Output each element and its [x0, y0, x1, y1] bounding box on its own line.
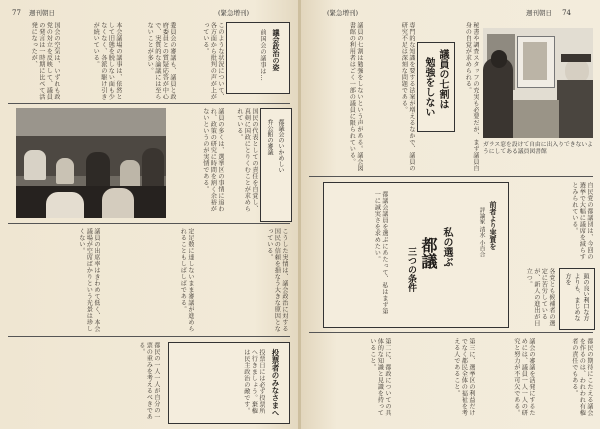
right-rule-2	[309, 332, 593, 333]
left-mini-box	[260, 108, 292, 222]
left-issue-note: (緊急増刊)	[218, 9, 250, 17]
right-photo-caption: ガラス窓を設けて自由に出入りできないようにしてある議員図書館	[483, 142, 593, 155]
feature-title-2: 都議	[419, 237, 438, 269]
left-mid-column-1: 議員の多くは、選挙区の事情に追われ、政策の研究に時間を割く余裕がないというのが実情である。	[201, 108, 224, 212]
right-page-number: 74	[562, 9, 571, 17]
right-top-column-1: 議員の七割は勉強をしないという声がある。議会図書館の利用者はごく一部の議員に限られている。	[348, 22, 363, 172]
feature-byline: 評論家 清水 小百合	[478, 207, 484, 258]
right-side-box-text: 頭の良い利口な方よりも、まじめな方を	[564, 273, 589, 321]
feature-box	[323, 182, 509, 328]
left-top-column-1: 国会の空気は、いずれも政党の対立を反映して、議員の発言は一時期に比べて活発になったが、	[30, 22, 60, 100]
right-magazine-name: 週刊朝日	[526, 9, 552, 17]
left-bottom-column-2: 定足数に達しないまま審議が進められることもしばしばである。	[179, 228, 194, 332]
right-bottom-column-2: 第三に、選挙区の利益だけでなく都民全体の福祉を考える人であること。	[452, 338, 475, 416]
right-top-column-2: 専門的な知識を要する法案が増えるなかで、議員の研究不足は深刻な問題である。	[400, 22, 415, 172]
left-footer-box-text: 投票日には必ず投票所へ行きましょう。棄権は民主政治の敵です。	[242, 349, 265, 414]
right-bottom-column-4: 都民の期待にこたえる議会を作るのは、われわれ有権者の責任でもある。	[570, 338, 593, 416]
left-photo	[16, 108, 166, 218]
left-page-header	[12, 8, 55, 17]
left-bottom-column-1: 議員の出席率はきわめて低く、本会議場が空席ばかりという光景は珍しくない。	[77, 228, 100, 332]
left-top-column-2: 本会議場の議事は、依然として旧態を脱しない面も少なくなく、各派の駆け引きが続いている。	[92, 22, 122, 100]
left-rule-3	[8, 336, 290, 337]
feature-title-1: 私の選ぶ	[441, 227, 452, 267]
left-page-number: 77	[12, 9, 21, 17]
left-mid-column-2: 国民の代表としての責任を自覚し、真剣に国政にとりくむことが求められている。	[235, 108, 258, 212]
right-page	[301, 0, 600, 429]
right-bottom-column-1: 第二に、都政についての具体的な知識と見識を持っていること。	[368, 338, 391, 416]
left-boxed-title-text: 議会政治の姿	[272, 29, 280, 71]
left-rule-2	[8, 223, 290, 224]
feature-subtitle: 前者より実質を	[489, 201, 497, 250]
left-footer-box-title: 投票者のみなさまへ	[271, 349, 280, 417]
right-side-column-2: 各党とも候補者の選定に苦労しているが、新人の進出が目立つ。	[525, 268, 555, 327]
right-side-column-1: 自民党の都議団は、今回の選挙で大幅に議席を減らすとみられている。	[570, 182, 593, 260]
right-bottom-column-3: 議会の審議を活発にするためには、議員一人一人の研究と努力が不可欠である。	[512, 338, 535, 416]
left-mini-box-line-1: 都議会のいかめしい	[277, 119, 284, 173]
left-page	[0, 0, 299, 429]
left-top-column-3: 委員会の審議も、議員と政府委員との質疑応答が中心で、実質的な論議には至らないことが多い。	[146, 22, 176, 100]
left-magazine-name: 週刊朝日	[29, 9, 55, 17]
right-headline-line-2: 勉強をしない	[423, 57, 434, 117]
left-top-column-4: このような状況について、各方面から批判の声が上がっている。	[201, 22, 224, 100]
right-headline-line-1: 議員の七割は	[437, 49, 448, 109]
right-rule-1	[309, 176, 593, 177]
left-boxed-title	[226, 22, 290, 94]
right-headline-box	[417, 42, 455, 132]
left-bottom-column-3: こうした実情は、議会政治に対する国民の信頼を損なう大きな原因となっている。	[265, 228, 288, 332]
right-page-header	[526, 8, 577, 17]
right-side-box	[559, 268, 595, 330]
feature-text-1: 都議会議員を選ぶにあたって、私はまず第一に誠実さを求めたい。	[373, 191, 388, 315]
right-top-column-3: 秘書や調査スタッフの充実も必要だが、まず議員自身の自覚が求められる。	[464, 22, 479, 172]
left-footer-box	[168, 342, 290, 424]
left-footer-text: 都民の一人一人が自分の一票の重みを考えるべきである。	[137, 342, 160, 420]
right-photo	[483, 28, 593, 138]
left-mini-box-line-2: 弁公館の審議	[266, 119, 273, 155]
feature-title-3: 三つの条件	[406, 247, 416, 292]
right-issue-note: (緊急増刊)	[327, 9, 359, 17]
left-boxed-note: 前国会の議事は…	[259, 29, 266, 81]
left-rule-1	[8, 103, 290, 104]
